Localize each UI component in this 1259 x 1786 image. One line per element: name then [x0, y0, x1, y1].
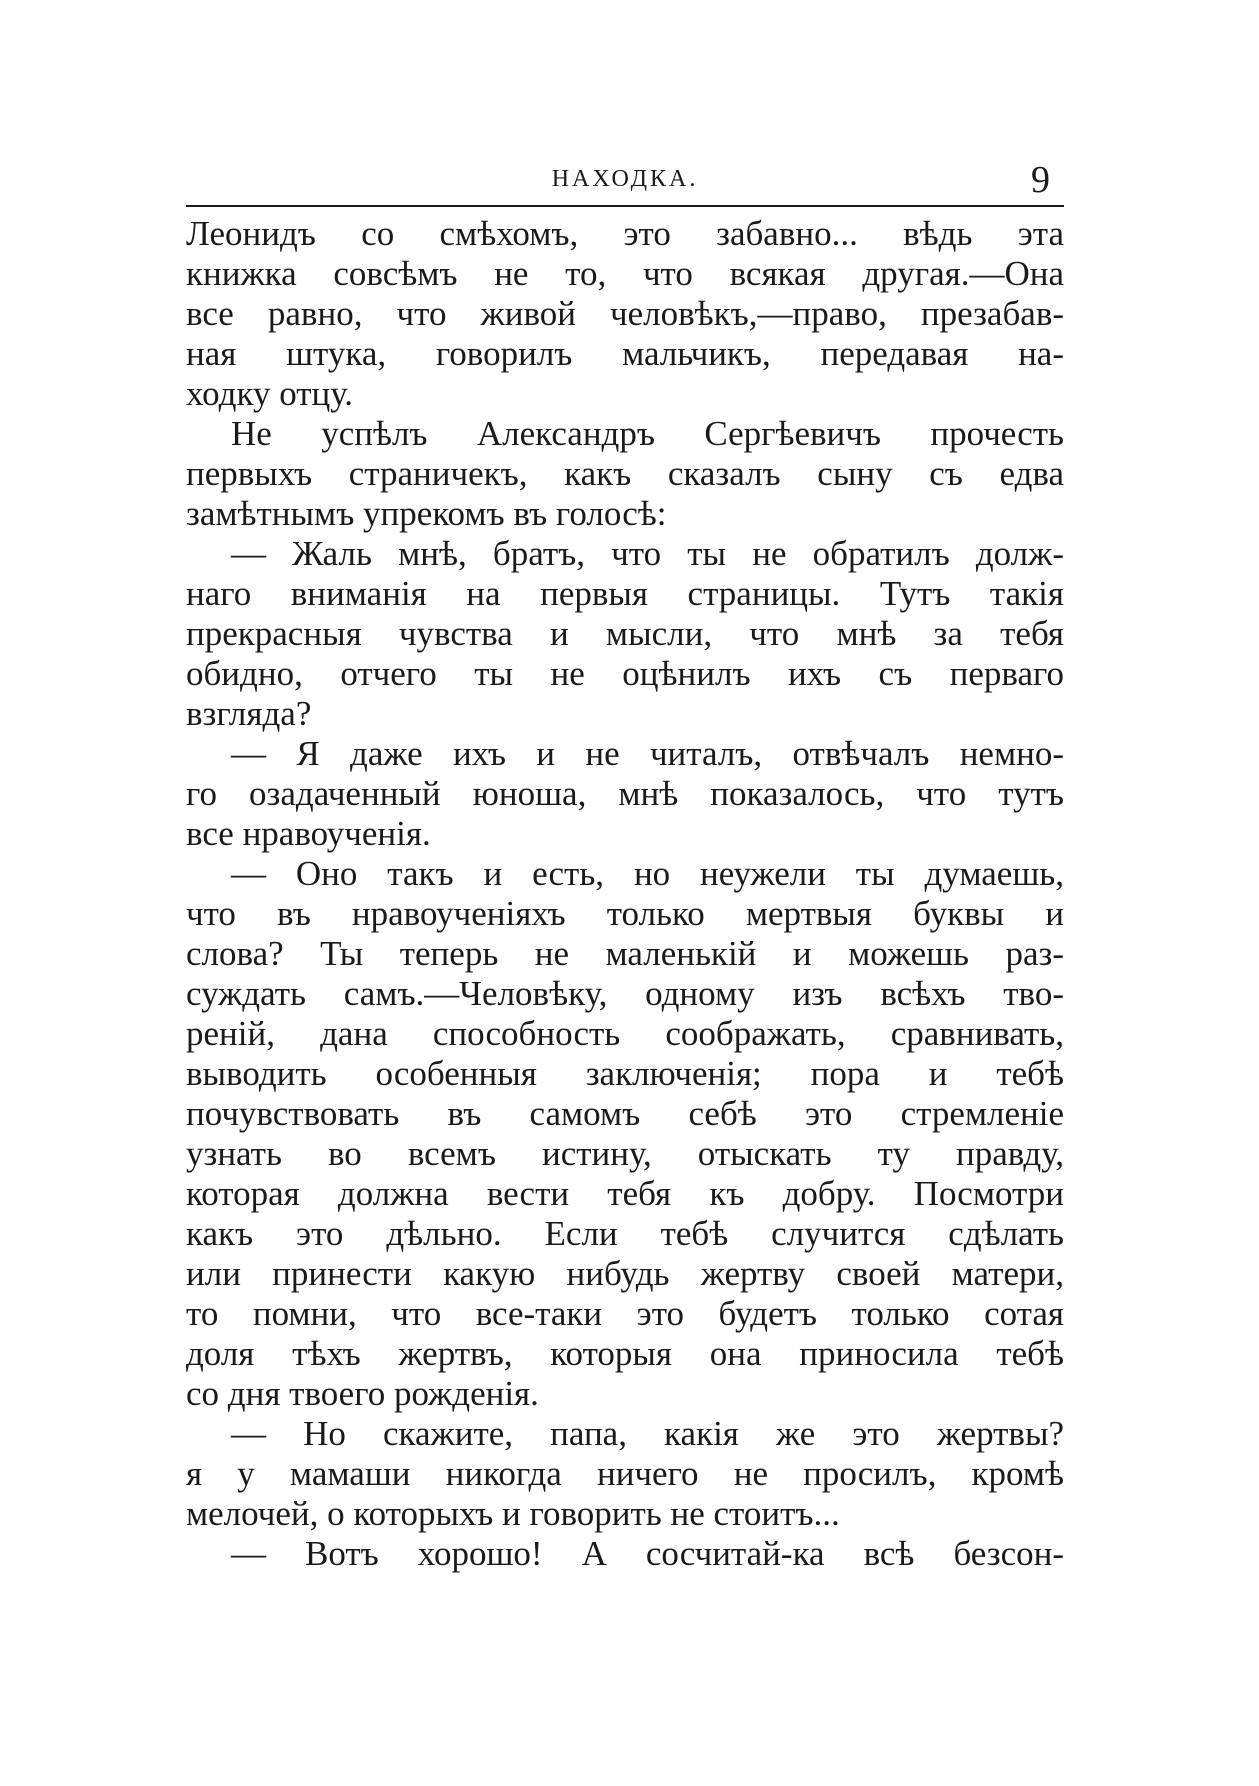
- text-line: все равно, что живой человѣкъ,—право, презабав-: [186, 294, 1064, 333]
- text-line: мелочей, о которыхъ и говорить не стоитъ...: [186, 1494, 840, 1533]
- text-line: Леонидъ со смѣхомъ, это забавно... вѣдь эта: [186, 214, 1064, 253]
- text-line: — Но скажите, папа, какія же это жертвы?: [231, 1414, 1064, 1453]
- running-title: НАХОДКА.: [551, 166, 699, 192]
- page-number: 9: [1031, 159, 1050, 201]
- text-line: — Оно такъ и есть, но неужели ты думаешь,: [231, 854, 1064, 893]
- text-line: или принести какую нибудь жертву своей матери,: [186, 1254, 1064, 1293]
- text-line: замѣтнымъ упрекомъ въ голосѣ:: [186, 494, 667, 533]
- text-line: — Вотъ хорошо! А сосчитай-ка всѣ безсон-: [231, 1534, 1064, 1573]
- text-line: реній, дана способность соображать, сравнивать,: [186, 1014, 1064, 1053]
- text-line: которая должна вести тебя къ добру. Посмотри: [186, 1174, 1064, 1213]
- text-line: все нравоученія.: [186, 814, 431, 853]
- text-line: какъ это дѣльно. Если тебѣ случится сдѣлать: [186, 1214, 1064, 1253]
- text-line: — Я даже ихъ и не читалъ, отвѣчалъ немно-: [231, 734, 1064, 773]
- running-head: [186, 160, 1064, 206]
- text-line: ходку отцу.: [186, 374, 354, 413]
- text-line: обидно, отчего ты не оцѣнилъ ихъ съ перваго: [186, 654, 1064, 693]
- text-line: го озадаченный юноша, мнѣ показалось, что тутъ: [186, 774, 1064, 813]
- text-line: суждать самъ.—Человѣку, одному изъ всѣхъ тво-: [186, 974, 1064, 1013]
- text-line: прекрасныя чувства и мысли, что мнѣ за тебя: [186, 614, 1064, 653]
- text-line: первыхъ страничекъ, какъ сказалъ сыну съ едва: [186, 454, 1064, 493]
- text-line: слова? Ты теперь не маленькій и можешь раз-: [186, 934, 1064, 973]
- text-line: взгляда?: [186, 694, 312, 733]
- text-line: выводить особенныя заключенія; пора и тебѣ: [186, 1054, 1064, 1093]
- text-line: то помни, что все-таки это будетъ только сотая: [186, 1294, 1064, 1333]
- body-text: [186, 214, 1064, 1574]
- text-line: со дня твоего рожденія.: [186, 1374, 539, 1413]
- text-line: почувствовать въ самомъ себѣ это стремленіе: [186, 1094, 1064, 1133]
- text-line: — Жаль мнѣ, братъ, что ты не обратилъ долж-: [231, 534, 1064, 573]
- text-line: что въ нравоученіяхъ только мертвыя буквы и: [186, 894, 1064, 933]
- text-line: узнать во всемъ истину, отыскать ту правду,: [186, 1134, 1064, 1173]
- text-line: я у мамаши никогда ничего не просилъ, кромѣ: [186, 1454, 1064, 1493]
- text-line: ная штука, говорилъ мальчикъ, передавая на-: [186, 334, 1064, 373]
- header-rule: [186, 205, 1064, 207]
- text-line: доля тѣхъ жертвъ, которыя она приносила тебѣ: [186, 1334, 1064, 1373]
- text-line: Не успѣлъ Александръ Сергѣевичъ прочесть: [231, 414, 1064, 453]
- text-line: наго вниманія на первыя страницы. Тутъ такія: [186, 574, 1064, 613]
- text-line: книжка совсѣмъ не то, что всякая другая.—Она: [186, 254, 1064, 293]
